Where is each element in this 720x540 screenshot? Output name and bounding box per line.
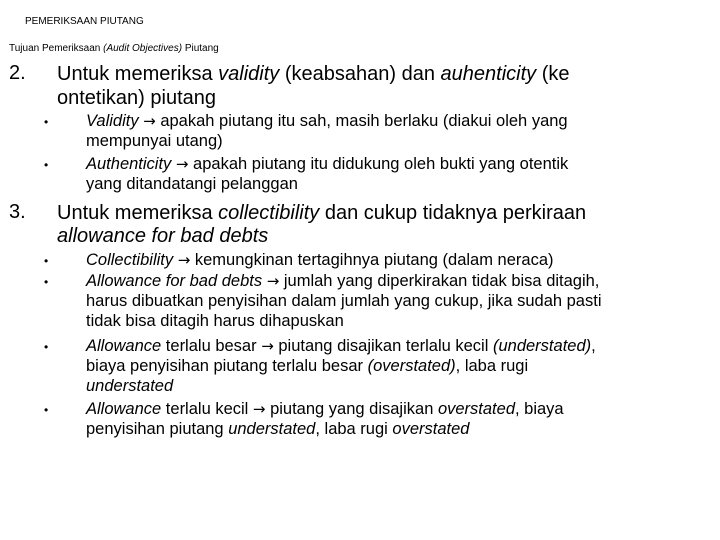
bullet-icon: • (44, 403, 49, 417)
bullet-text: piutang yang disajikan (265, 400, 438, 418)
section-3-heading-line2 (57, 224, 268, 248)
bullet-allowance-big-line2 (86, 356, 528, 376)
bullet-validity-line2: mempunyai utang) (86, 132, 223, 150)
bullet-italic: understated (228, 420, 316, 438)
bullet-italic: overstated (392, 420, 470, 438)
bullet-allowance-small-line1 (86, 399, 564, 419)
heading-text: Untuk memeriksa (57, 63, 219, 85)
bullet-icon: • (44, 115, 49, 129)
heading-italic: validity (218, 63, 280, 85)
slide-subtitle (9, 43, 219, 54)
arrow-icon: → (143, 112, 156, 130)
bullet-authenticity-line2: yang ditandatangi pelanggan (86, 175, 298, 193)
bullet-lead: Authenticity (86, 155, 172, 173)
bullet-text: penyisihan piutang (86, 420, 229, 438)
heading-italic: allowance for bad debts (57, 225, 269, 247)
arrow-icon: → (177, 251, 191, 269)
bullet-italic: overstated (437, 400, 515, 418)
heading-text: dan cukup tidaknya perkiraan (319, 202, 587, 224)
bullet-lead: Allowance for bad debts (86, 272, 263, 290)
bullet-allowance-line2: harus dibuatkan penyisihan dalam jumlah yang cukup, jika sudah pasti (86, 292, 602, 310)
section-2-number: 2. (9, 62, 26, 84)
bullet-collectibility-line1 (86, 250, 554, 270)
arrow-icon: → (266, 272, 280, 290)
bullet-icon: • (44, 340, 49, 354)
heading-italic: auhenticity (440, 63, 537, 85)
section-2-heading-line1 (57, 62, 570, 86)
heading-text: (ke (536, 63, 570, 85)
bullet-text: kemungkinan tertagihnya piutang (dalam neraca) (190, 251, 554, 269)
bullet-italic: understated (86, 377, 174, 395)
bullet-italic: (understated) (492, 337, 592, 355)
heading-text: Untuk memeriksa (57, 202, 219, 224)
arrow-icon: → (175, 155, 189, 173)
bullet-allowance-big-line3 (86, 376, 173, 396)
bullet-icon: • (44, 254, 49, 268)
bullet-text: biaya penyisihan piutang terlalu besar (86, 357, 368, 375)
bullet-text: apakah piutang itu sah, masih berlaku (diakui oleh yang (155, 112, 568, 130)
subtitle-suffix: Piutang (182, 43, 219, 54)
bullet-text: terlalu besar (161, 337, 262, 355)
bullet-lead: Allowance (86, 400, 162, 418)
bullet-text: terlalu kecil (161, 400, 253, 418)
bullet-allowance-line3: tidak bisa ditagih harus dihapuskan (86, 312, 344, 330)
bullet-lead: Allowance (86, 337, 162, 355)
bullet-text: , laba rugi (315, 420, 393, 438)
heading-text: (keabsahan) dan (279, 63, 441, 85)
slide-title: PEMERIKSAAN PIUTANG (25, 16, 144, 27)
bullet-allowance-line1 (86, 271, 599, 291)
bullet-allowance-big-line1 (86, 336, 596, 356)
bullet-text: , laba rugi (455, 357, 529, 375)
bullet-text: apakah piutang itu didukung oleh bukti yang otentik (188, 155, 569, 173)
bullet-icon: • (44, 158, 49, 172)
subtitle-italic: (Audit Objectives) (103, 43, 183, 54)
subtitle-prefix: Tujuan Pemeriksaan (9, 43, 104, 54)
bullet-text: jumlah yang diperkirakan tidak bisa ditagih, (279, 272, 600, 290)
bullet-text: , biaya (515, 400, 564, 418)
bullet-text: , (591, 337, 596, 355)
bullet-lead: Collectibility (86, 251, 174, 269)
section-3-number: 3. (9, 201, 26, 223)
bullet-authenticity-line1 (86, 154, 568, 174)
arrow-icon: → (252, 400, 266, 418)
section-3-heading-line1 (57, 201, 586, 225)
bullet-text: piutang disajikan terlalu kecil (273, 337, 493, 355)
bullet-italic: (overstated) (367, 357, 456, 375)
bullet-validity-line1 (86, 111, 568, 131)
bullet-allowance-small-line2 (86, 419, 469, 439)
bullet-lead: Validity (86, 112, 139, 130)
heading-italic: collectibility (218, 202, 320, 224)
arrow-icon: → (261, 337, 274, 355)
bullet-icon: • (44, 275, 49, 289)
section-2-heading-line2: ontetikan) piutang (57, 87, 217, 109)
